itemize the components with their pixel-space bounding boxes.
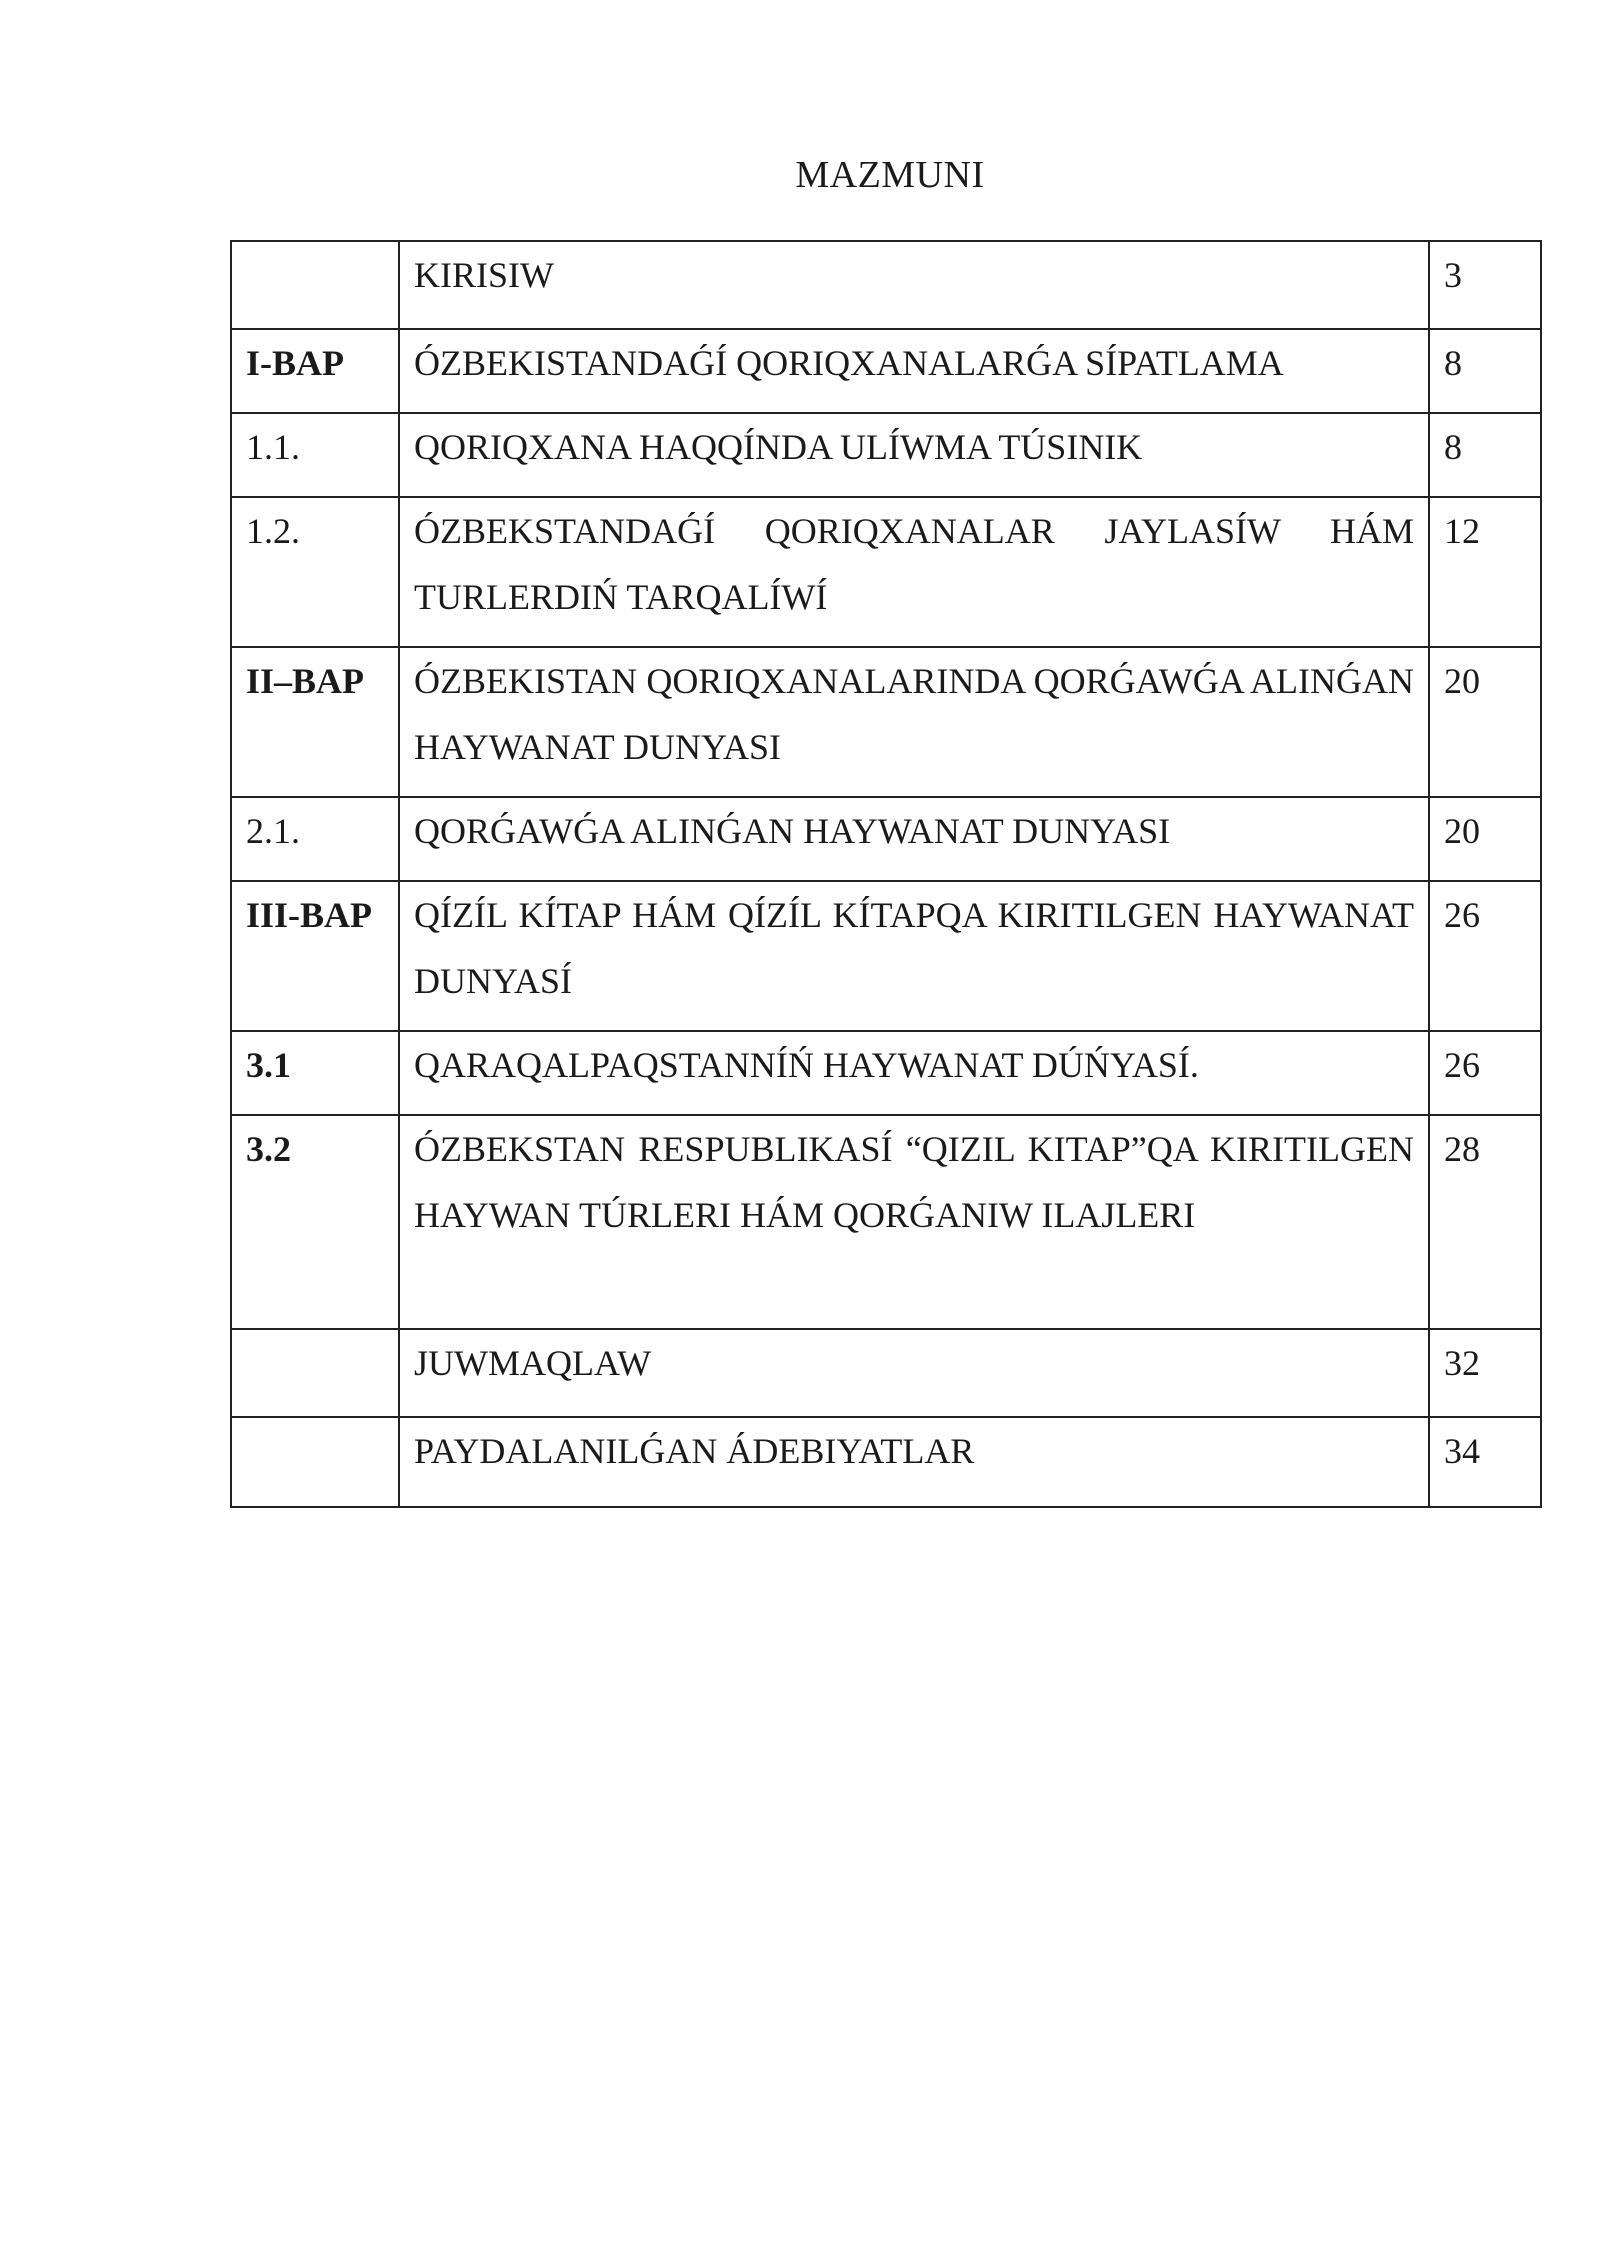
toc-page-number: 34: [1429, 1417, 1541, 1507]
toc-row: [231, 497, 1541, 647]
toc-section-number: III-BAP: [231, 881, 399, 1031]
toc-row: [231, 1417, 1541, 1507]
toc-section-title: QORIQXANA HAQQÍNDA ULÍWMA TÚSINIK: [399, 413, 1429, 497]
toc-row: [231, 1115, 1541, 1329]
toc-page-number: 20: [1429, 647, 1541, 797]
toc-page-number: 26: [1429, 1031, 1541, 1115]
toc-page-number: 26: [1429, 881, 1541, 1031]
toc-page-number: 8: [1429, 413, 1541, 497]
toc-page-number: 8: [1429, 329, 1541, 413]
toc-section-title: QÍZÍL KÍTAP HÁM QÍZÍL KÍTAPQA KIRITILGEN HAYWANAT DUNYASÍ: [399, 881, 1429, 1031]
toc-section-number: [231, 1329, 399, 1417]
toc-row: [231, 797, 1541, 881]
table-of-contents: [230, 240, 1542, 1508]
toc-section-number: [231, 241, 399, 329]
toc-section-number: II–BAP: [231, 647, 399, 797]
toc-section-title: PAYDALANILǴAN ÁDEBIYATLAR: [399, 1417, 1429, 1507]
toc-section-title: ÓZBEKSTAN RESPUBLIKASÍ “QIZIL KITAP”QA KIRITILGEN HAYWAN TÚRLERI HÁM QORǴANIW ILAJLERI: [399, 1115, 1429, 1329]
toc-row: [231, 1329, 1541, 1417]
toc-section-number: 1.1.: [231, 413, 399, 497]
toc-row: [231, 329, 1541, 413]
toc-section-number: 3.1: [231, 1031, 399, 1115]
toc-row: [231, 647, 1541, 797]
toc-page-number: 12: [1429, 497, 1541, 647]
toc-row: [231, 413, 1541, 497]
toc-section-title: KIRISIW: [399, 241, 1429, 329]
toc-page-number: 28: [1429, 1115, 1541, 1329]
toc-row: [231, 1031, 1541, 1115]
toc-row: [231, 881, 1541, 1031]
toc-section-title: JUWMAQLAW: [399, 1329, 1429, 1417]
toc-page-number: 3: [1429, 241, 1541, 329]
toc-section-number: 1.2.: [231, 497, 399, 647]
toc-section-number: 2.1.: [231, 797, 399, 881]
toc-section-title: QORǴAWǴA ALINǴAN HAYWANAT DUNYASI: [399, 797, 1429, 881]
toc-section-number: I-BAP: [231, 329, 399, 413]
toc-section-title: QARAQALPAQSTANNÍŃ HAYWANAT DÚŃYASÍ.: [399, 1031, 1429, 1115]
toc-section-number: [231, 1417, 399, 1507]
page-title: MAZMUNI: [795, 154, 985, 196]
toc-section-title: ÓZBEKISTAN QORIQXANALARINDA QORǴAWǴA ALINǴAN HAYWANAT DUNYASI: [399, 647, 1429, 797]
toc-section-number: 3.2: [231, 1115, 399, 1329]
toc-row: [231, 241, 1541, 329]
toc-section-title: ÓZBEKSTANDAǴÍ QORIQXANALAR JAYLASÍW HÁM TURLERDIŃ TARQALÍWÍ: [399, 497, 1429, 647]
toc-page-number: 20: [1429, 797, 1541, 881]
toc-section-title: ÓZBEKISTANDAǴÍ QORIQXANALARǴA SÍPATLAMA: [399, 329, 1429, 413]
toc-page-number: 32: [1429, 1329, 1541, 1417]
